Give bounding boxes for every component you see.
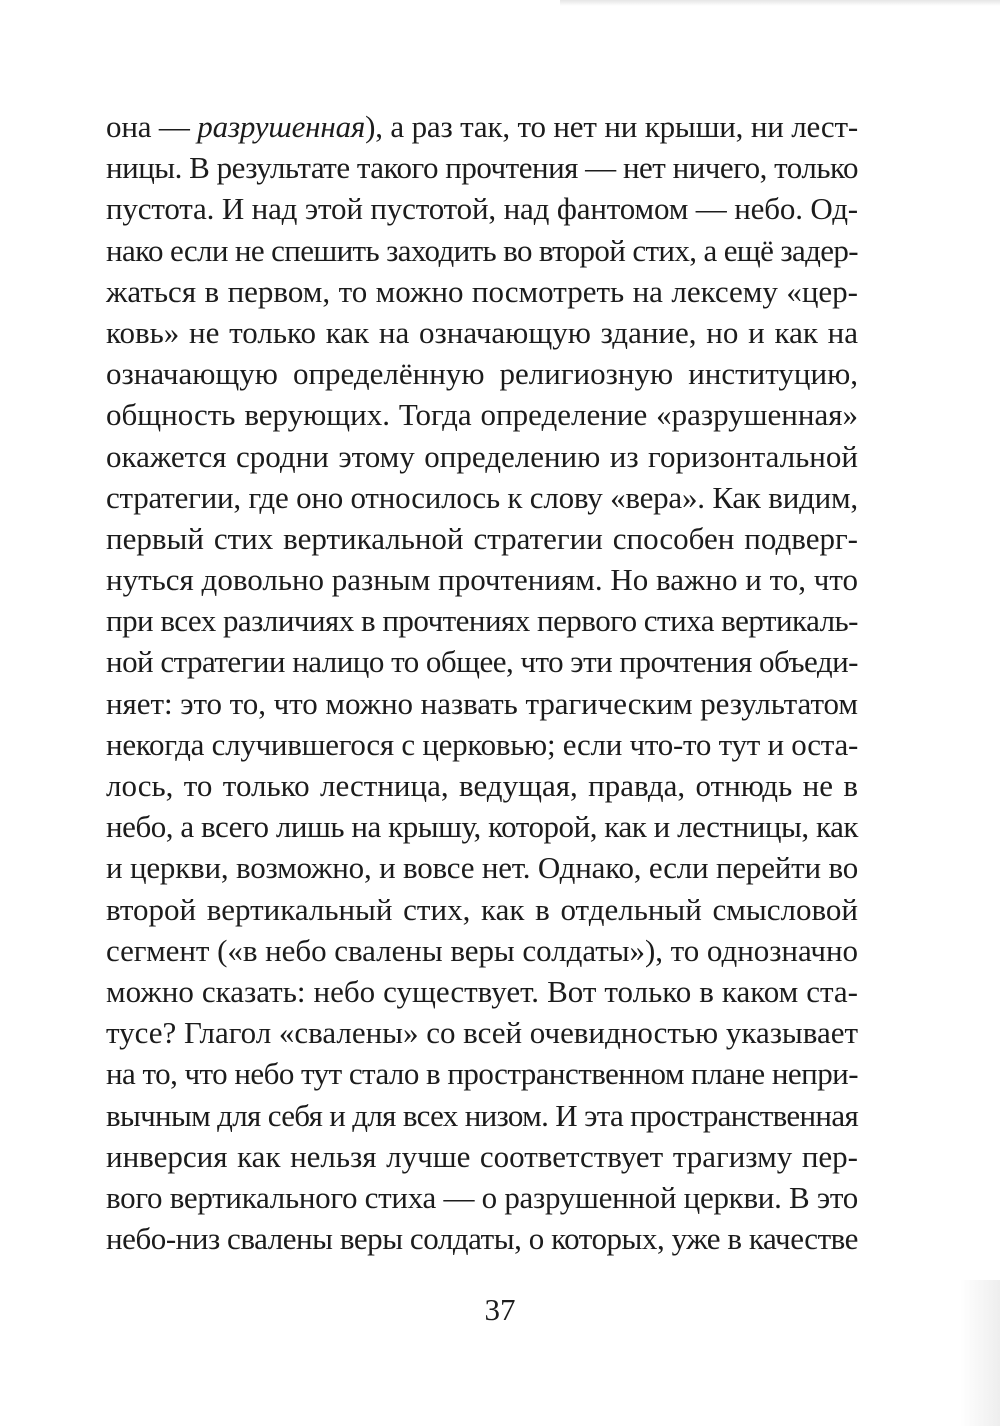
text-line (106, 930, 858, 971)
text-line (106, 1053, 858, 1094)
text-line (106, 106, 858, 147)
text-line (106, 847, 858, 888)
text-line-segment: жаться в первом, то можно посмотреть на лексему «цер- (106, 273, 858, 309)
text-line (106, 353, 858, 394)
text-line-segment: пустота. И над этой пустотой, над фантомом — небо. Од- (106, 191, 858, 227)
text-line-segment: второй вертикальный стих, как в отдельный смысловой (106, 891, 858, 927)
text-line (106, 1218, 858, 1259)
text-line (106, 600, 858, 641)
text-line (106, 683, 858, 724)
page-number: 37 (484, 1292, 516, 1327)
text-line-segment: можно сказать: небо существует. Вот только в каком ста- (106, 973, 858, 1009)
text-line-segment: окажется сродни этому определению из горизонтальной (106, 438, 858, 474)
text-line-segment: нако если не спешить заходить во второй стих, а ещё задер- (106, 232, 858, 268)
text-line-segment: нуться довольно разным прочтениям. Но важно и то, что (106, 562, 858, 598)
text-line (106, 271, 858, 312)
text-line (106, 765, 858, 806)
text-line-segment: тусе? Глагол «свалены» со всей очевидностью указывает (106, 1015, 858, 1051)
text-line-segment: она — (106, 109, 198, 144)
text-line (106, 1136, 858, 1177)
text-line-segment: сегмент («в небо свалены веры солдаты»), то однозначно (106, 932, 858, 968)
text-line-segment: лось, то только лестница, ведущая, правда, отнюдь не в (106, 768, 858, 803)
body-text (106, 106, 858, 1259)
text-line (106, 1012, 858, 1053)
text-line-segment: при всех различиях в прочтениях первого стиха вертикаль- (106, 603, 858, 639)
text-line-segment: инверсия как нельзя лучше соответствует трагизму пер- (106, 1138, 858, 1174)
text-line-segment: ковь» не только как на означающую здание, но и как на (106, 314, 858, 350)
text-line-segment: первый стих вертикальной стратегии способен подверг- (106, 520, 858, 556)
text-line-segment: стратегии, где оно относилось к слову «вера». Как видим, (106, 479, 858, 515)
text-line-emphasis: разрушенная (197, 109, 366, 144)
text-line (106, 477, 858, 518)
text-line-segment: небо, а всего лишь на крышу, которой, как и лестницы, как (106, 809, 858, 845)
text-line (106, 641, 858, 682)
text-line (106, 188, 858, 229)
text-line-segment: ной стратегии налицо то общее, что эти прочтения объеди- (106, 644, 858, 680)
text-line (106, 436, 858, 477)
text-line (106, 806, 858, 847)
text-line-segment: общность верующих. Тогда определение «разрушенная» (106, 397, 858, 433)
text-line (106, 518, 858, 559)
page-edge-shadow (560, 0, 1000, 6)
text-line (106, 724, 858, 765)
text-line (106, 312, 858, 353)
text-line (106, 147, 858, 188)
text-line-segment: означающую определённую религиозную институцию, (106, 356, 858, 392)
text-line-segment: на то, что небо тут стало в пространственном плане непри- (106, 1056, 858, 1092)
text-line (106, 394, 858, 435)
text-line-segment: некогда случившегося с церковью; если что-то тут и оста- (106, 726, 858, 762)
text-line (106, 559, 858, 600)
text-line (106, 1095, 858, 1136)
text-line (106, 889, 858, 930)
text-line-segment: ницы. В результате такого прочтения — нет ничего, только (106, 150, 858, 186)
text-line-segment: няет: это то, что можно назвать трагическим результатом (106, 685, 858, 721)
text-line-segment: небо-низ свалены веры солдаты, о которых, уже в качестве (106, 1221, 858, 1257)
text-line (106, 230, 858, 271)
text-line-segment: ), а раз так, то нет ни крыши, ни лест- (365, 109, 858, 144)
text-line-segment: и церкви, возможно, и вовсе нет. Однако, если перейти во (106, 850, 858, 886)
text-line-segment: вычным для себя и для всех низом. И эта пространственная (106, 1097, 859, 1133)
text-line (106, 1177, 858, 1218)
text-line-segment: вого вертикального стиха — о разрушенной церкви. В это (106, 1179, 858, 1215)
text-line (106, 971, 858, 1012)
